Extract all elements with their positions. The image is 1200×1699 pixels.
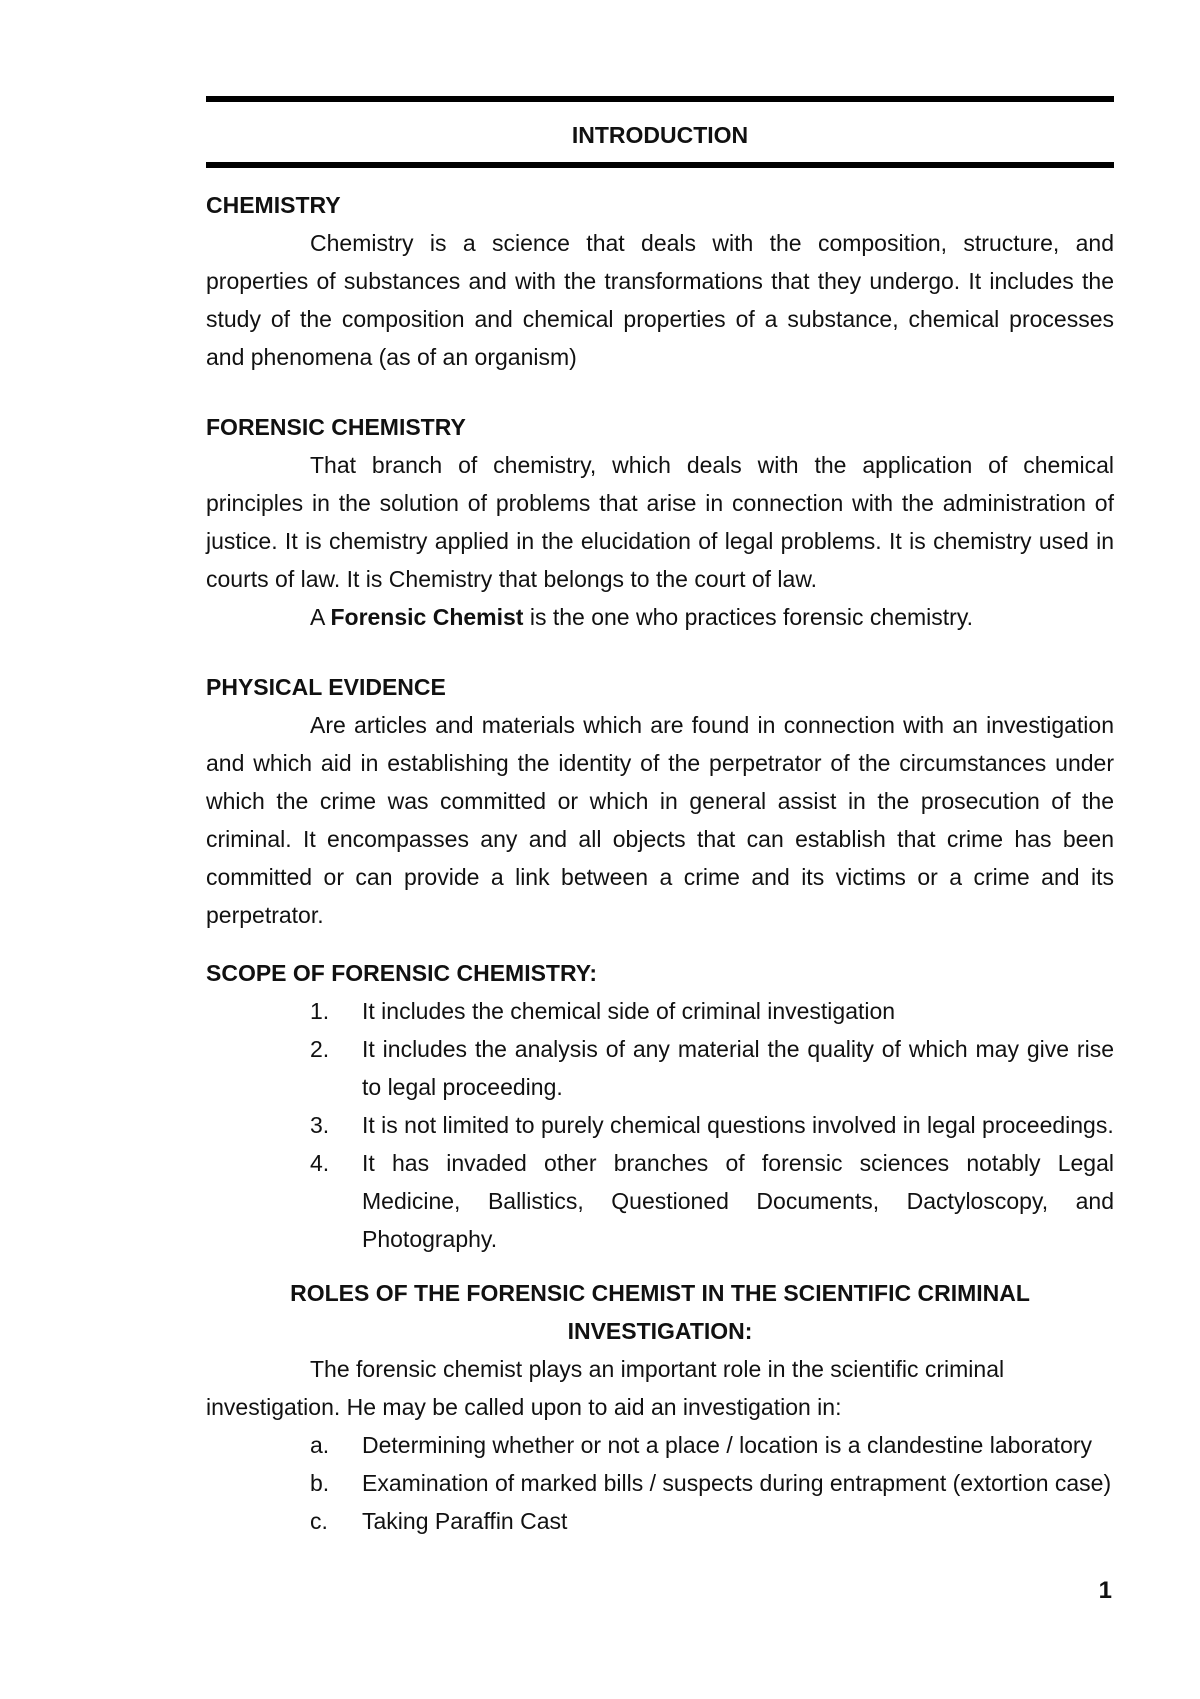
chemistry-paragraph: Chemistry is a science that deals with the composition, structure, and properties of substances and with the transformations that they undergo. It includes the study of the composition and chemical properties of a substance, chemical processes and phenomena (as of an organism)	[206, 230, 1114, 370]
physical-evidence-section	[206, 668, 1114, 934]
physical-evidence-paragraph: Are articles and materials which are found in connection with an investigation and which aid in establishing the identity of the perpetrator of the circumstances under which the crime was committed or which in general assist in the prosecution of the criminal. It encompasses any and all objects that can establish that crime has been committed or can provide a link between a crime and its victims or a crime and its perpetrator.	[206, 712, 1114, 928]
list-item-text: Determining whether or not a place / location is a clandestine laboratory	[362, 1432, 1093, 1458]
forensic-chemistry-section	[206, 408, 1114, 636]
scope-section	[206, 954, 1114, 1258]
list-item	[206, 1144, 1114, 1258]
page-number: 1	[1098, 1577, 1112, 1604]
list-marker: 4.	[310, 1150, 330, 1176]
forensic-chemist-definition	[206, 598, 1114, 636]
roles-heading-line-2: INVESTIGATION:	[567, 1318, 753, 1344]
definition-suffix: is the one who practices forensic chemistry.	[523, 604, 974, 630]
list-item-text: It includes the analysis of any material the quality of which may give rise to legal proceeding.	[362, 1036, 1114, 1100]
list-item	[206, 1502, 1114, 1540]
roles-list	[206, 1426, 1114, 1540]
list-item-text: Examination of marked bills / suspects during entrapment (extortion case)	[362, 1470, 1112, 1496]
roles-heading-line-1: ROLES OF THE FORENSIC CHEMIST IN THE SCIENTIFIC CRIMINAL	[290, 1280, 1030, 1306]
list-item-text: It includes the chemical side of criminal investigation	[362, 998, 896, 1024]
list-item-text: Taking Paraffin Cast	[362, 1508, 568, 1534]
definition-term: Forensic Chemist	[330, 604, 524, 630]
list-item-text: It has invaded other branches of forensic sciences notably Legal Medicine, Ballistics, Questioned Documents, Dactyloscopy, and Photography.	[362, 1150, 1114, 1252]
list-marker: c.	[310, 1508, 328, 1534]
list-marker: 2.	[310, 1036, 330, 1062]
roles-intro-line-2: investigation. He may be called upon to aid an investigation in:	[206, 1394, 842, 1420]
list-item-text: It is not limited to purely chemical questions involved in legal proceedings.	[362, 1112, 1114, 1138]
list-marker: 3.	[310, 1112, 330, 1138]
chemistry-section	[206, 186, 1114, 376]
list-item	[206, 1464, 1114, 1502]
list-item	[206, 1426, 1114, 1464]
list-marker: b.	[310, 1470, 330, 1496]
roles-intro-line-1: The forensic chemist plays an important role in the scientific criminal	[310, 1356, 1005, 1382]
page-title: INTRODUCTION	[571, 122, 749, 148]
list-item	[206, 1030, 1114, 1106]
list-item	[206, 992, 1114, 1030]
roles-section	[206, 1274, 1114, 1540]
list-item	[206, 1106, 1114, 1144]
document-page	[206, 96, 1114, 1540]
list-marker: a.	[310, 1432, 330, 1458]
forensic-chemistry-paragraph: That branch of chemistry, which deals with the application of chemical principles in the solution of problems that arise in connection with the administration of justice. It is chemistry applied in the elucidation of legal problems. It is chemistry used in courts of law. It is Chemistry that belongs to the court of law.	[206, 452, 1114, 592]
list-marker: 1.	[310, 998, 330, 1024]
scope-heading: SCOPE OF FORENSIC CHEMISTRY:	[206, 960, 598, 986]
definition-prefix: A	[310, 604, 331, 630]
chemistry-heading: CHEMISTRY	[206, 192, 341, 218]
physical-evidence-heading: PHYSICAL EVIDENCE	[206, 674, 446, 700]
forensic-chemistry-heading: FORENSIC CHEMISTRY	[206, 414, 466, 440]
scope-list	[206, 992, 1114, 1258]
